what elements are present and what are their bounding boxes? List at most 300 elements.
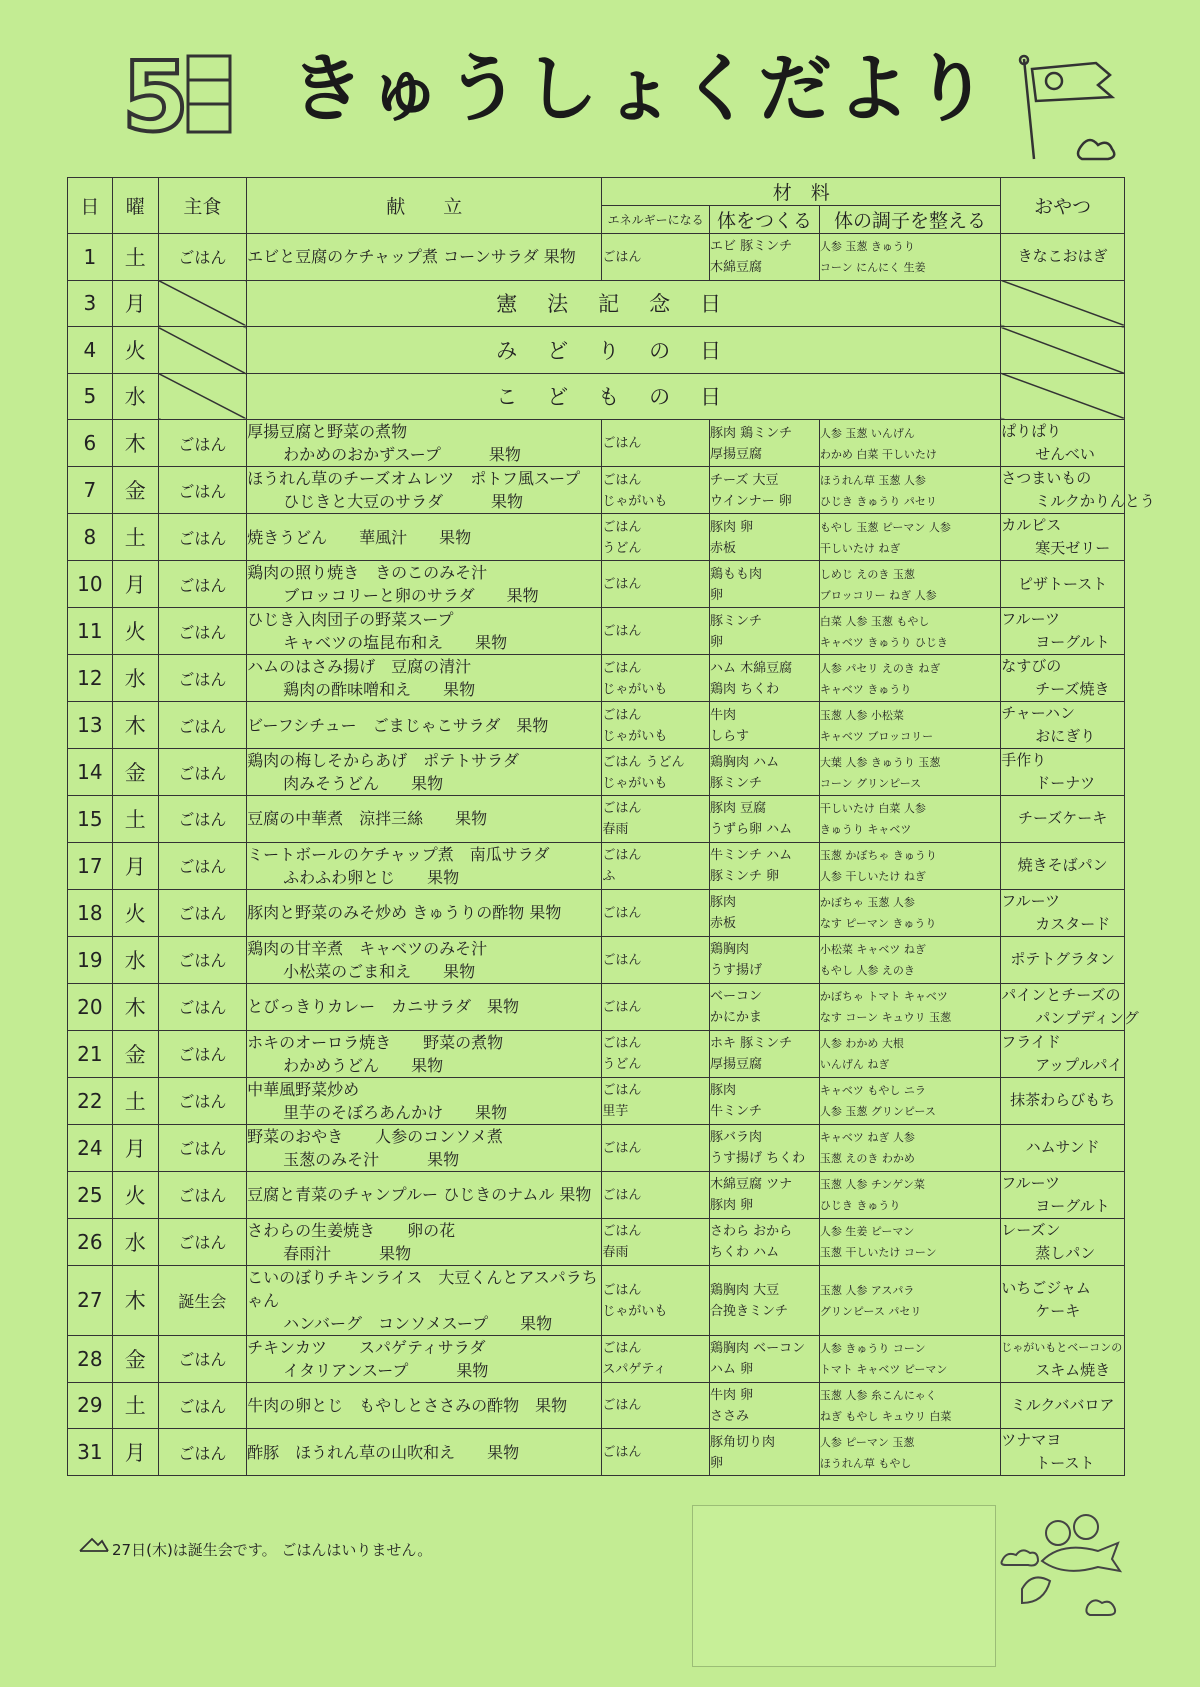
ingredient-line: ねぎ もやし キュウリ 白菜 [819, 1409, 952, 1423]
menu-cell [247, 1077, 602, 1124]
ingredient-line: 人参 玉葱 いんげん [819, 426, 915, 440]
ingredient-line: 人参 パセリ えのき ねぎ [819, 661, 941, 675]
table-row [68, 1124, 1125, 1171]
body-cell [710, 561, 820, 608]
body-header: 体をつくる [710, 206, 820, 234]
ingredient-line: ごはん [602, 707, 642, 723]
weekday-cell: 土 [112, 796, 158, 843]
body-cell [710, 1335, 820, 1382]
ingredient-line: 牛ミンチ [710, 1104, 763, 1119]
condition-cell [819, 1218, 1000, 1265]
snack-cell [1001, 983, 1139, 1030]
body-cell [710, 655, 820, 702]
ingredient-line: 玉葱 干しいたけ コーン [819, 1246, 937, 1259]
day-cell: 28 [68, 1335, 113, 1382]
menu-cell [247, 749, 602, 796]
snack-cell [1001, 514, 1125, 561]
ingredient-line: きゅうり キャベツ [819, 823, 912, 837]
menu-line: ハムのはさみ揚げ 豆腐の清汁 [247, 657, 472, 676]
menu-cell [247, 1218, 602, 1265]
menu-cell [247, 702, 602, 749]
ingredient-line: 豚ミンチ 卵 [710, 869, 780, 884]
ingredient-line: 人参 干しいたけ ねぎ [819, 870, 926, 883]
day-cell: 1 [68, 234, 113, 281]
ingredient-line: 干しいたけ 白菜 人参 [819, 802, 926, 816]
menu-line: ブロッコリーと卵のサラダ 果物 [283, 586, 539, 605]
ingredient-line: 豚肉 卵 [710, 519, 754, 535]
body-cell [710, 514, 820, 561]
menu-line: 里芋のそぼろあんかけ 果物 [283, 1102, 508, 1122]
snack-line: おにぎり [1035, 727, 1096, 745]
table-row [68, 983, 1125, 1030]
ingredient-line: ベーコン [710, 989, 763, 1004]
weekday-cell: 水 [112, 373, 158, 420]
table-row [68, 373, 1125, 420]
staple-cell: ごはん [158, 796, 247, 843]
ingredient-line: じゃがいも [602, 681, 668, 697]
menu-table-body [68, 234, 1155, 1476]
ingredient-line: グリンピース パセリ [819, 1304, 922, 1318]
condition-cell [819, 1077, 1000, 1124]
snack-cell [1001, 1218, 1125, 1265]
snack-line: 蒸しパン [1035, 1243, 1096, 1262]
ingredient-line: キャベツ ブロッコリー [819, 729, 934, 743]
menu-line: ハンバーグ コンソメスープ 果物 [283, 1313, 553, 1333]
weekday-cell: 水 [112, 655, 158, 702]
snack-line: ぱりぱり [1001, 422, 1062, 440]
menu-cell [247, 1335, 602, 1382]
table-row [68, 889, 1125, 936]
body-cell [710, 1429, 820, 1476]
menu-line: キャベツの塩昆布和え 果物 [283, 633, 508, 652]
ingredient-line: ごはん [602, 1341, 642, 1356]
menu-line: 厚揚豆腐と野菜の煮物 [247, 422, 408, 441]
snack-cell [1001, 1124, 1125, 1171]
staple-cell: ごはん [158, 234, 247, 281]
ingredient-line: さわら おから [710, 1224, 793, 1239]
body-cell [710, 1265, 820, 1335]
staple-cell: ごはん [158, 1335, 247, 1382]
snack-line: スキム焼き [1035, 1360, 1111, 1379]
month-badge-icon [120, 41, 250, 153]
menu-line: チキンカツ スパゲティサラダ [247, 1337, 486, 1357]
snack-line: ポテトグラタン [1010, 950, 1115, 968]
energy-cell [602, 983, 710, 1030]
menu-line: 鶏肉の梅しそからあげ ポテトサラダ [247, 751, 519, 770]
ingredient-line: 厚揚豆腐 [710, 446, 763, 462]
snack-cell [1001, 1429, 1125, 1476]
energy-cell [602, 561, 710, 608]
body-cell [710, 889, 820, 936]
ingredient-line: ひじき きゅうり [819, 1199, 901, 1212]
ingredient-line: 白菜 人参 玉葱 もやし [819, 614, 930, 628]
ingredient-line: じゃがいも [602, 728, 668, 744]
energy-cell [602, 234, 710, 281]
weekday-cell: 月 [112, 1124, 158, 1171]
snack-cell [1001, 467, 1155, 514]
weekday-cell: 木 [112, 420, 158, 467]
condition-cell [819, 420, 1000, 467]
snack-line: せんべい [1035, 445, 1095, 463]
menu-cell [247, 796, 602, 843]
table-row [68, 655, 1125, 702]
weekday-cell: 火 [112, 889, 158, 936]
day-cell: 29 [68, 1382, 113, 1429]
menu-line: ひじき入肉団子の野菜スープ [247, 610, 454, 629]
holiday-label: みどりの日 [247, 327, 1001, 374]
menu-cell [247, 1124, 602, 1171]
ingredient-line: ウインナー 卵 [710, 493, 792, 509]
day-cell: 5 [68, 373, 113, 420]
condition-cell [819, 234, 1000, 281]
snack-cell [1001, 1382, 1125, 1429]
day-cell: 20 [68, 983, 113, 1030]
ingredient-line: キャベツ きゅうり [819, 682, 912, 696]
menu-line: 中華風野菜炒め [247, 1079, 360, 1099]
energy-cell [602, 608, 710, 655]
menu-line: ビーフシチュー ごまじゃこサラダ 果物 [247, 715, 549, 735]
staple-cell: ごはん [158, 1030, 247, 1077]
ingredient-line: ホキ 豚ミンチ [710, 1036, 793, 1051]
weekday-cell: 火 [112, 1171, 158, 1218]
ingredient-line: 木綿豆腐 [710, 260, 763, 276]
table-row [68, 280, 1125, 327]
ingredient-line: コーン グリンピース [819, 776, 922, 790]
energy-cell [602, 420, 710, 467]
snack-line: ハムサンド [1025, 1138, 1100, 1156]
body-cell [710, 420, 820, 467]
snack-line: チーズケーキ [1017, 809, 1108, 828]
day-cell: 17 [68, 842, 113, 889]
header-row [68, 178, 1125, 206]
table-row [68, 608, 1125, 655]
menu-cell [247, 467, 602, 514]
snack-line: カルピス [1001, 516, 1062, 534]
menu-header: 献 立 [247, 178, 602, 234]
ingredient-line: 卵 [710, 587, 724, 603]
snack-line: ミルクババロア [1010, 1395, 1115, 1414]
table-row [68, 1171, 1125, 1218]
staple-cell: ごはん [158, 514, 247, 561]
energy-cell [602, 889, 710, 936]
ingredient-line: 玉葱 えのき わかめ [819, 1152, 915, 1165]
table-row [68, 1030, 1125, 1077]
weekday-cell: 月 [112, 561, 158, 608]
ingredient-line: 木綿豆腐 ツナ [710, 1177, 793, 1192]
snack-cell [1001, 1335, 1125, 1382]
menu-line: ひじきと大豆のサラダ 果物 [283, 492, 523, 511]
ingredient-line: ごはん [602, 952, 642, 968]
energy-header: エネルギーになる [602, 206, 710, 234]
ingredient-line: 卵 [710, 1455, 724, 1471]
ingredient-line: 春雨 [602, 822, 629, 838]
snack-cell [1001, 936, 1125, 983]
ingredient-line: うずら卵 ハム [710, 822, 793, 838]
ingredient-line: ごはん [602, 249, 642, 265]
body-cell [710, 1382, 820, 1429]
day-cell: 24 [68, 1124, 113, 1171]
body-cell [710, 936, 820, 983]
weekday-cell: 木 [112, 1265, 158, 1335]
snack-cell [1001, 842, 1125, 889]
body-cell [710, 608, 820, 655]
energy-cell [602, 936, 710, 983]
snack-cell [1001, 1077, 1125, 1124]
holiday-label: こどもの日 [247, 373, 1001, 420]
ingredient-line: 豚肉 [710, 1083, 737, 1098]
table-row [68, 420, 1125, 467]
menu-line: 小松菜のごま和え 果物 [283, 961, 476, 981]
energy-cell [602, 749, 710, 796]
staple-cell: ごはん [158, 1077, 247, 1124]
energy-cell [602, 655, 710, 702]
condition-cell [819, 702, 1000, 749]
body-cell [710, 1124, 820, 1171]
ingredient-line: 豚バラ肉 [710, 1130, 763, 1145]
condition-cell [819, 1429, 1000, 1476]
ingredient-line: ごはん [602, 999, 642, 1015]
snack-cell [1001, 608, 1125, 655]
snack-line: 焼きそばパン [1017, 856, 1108, 874]
ingredient-line: 玉葱 人参 チンゲン菜 [819, 1178, 925, 1191]
weekday-header: 曜 [112, 178, 158, 234]
ingredient-line: もやし 人参 えのき [819, 964, 915, 977]
table-row [68, 936, 1125, 983]
ingredient-line: 厚揚豆腐 [710, 1057, 763, 1072]
condition-cell [819, 796, 1000, 843]
ingredient-line: 豚ミンチ [710, 613, 763, 629]
ingredient-line: ささみ [710, 1408, 750, 1424]
ingredient-line: かぼちゃ 玉葱 人参 [819, 896, 915, 909]
ingredient-line: コーン にんにく 生姜 [819, 261, 926, 275]
menu-cell [247, 1171, 602, 1218]
table-row [68, 702, 1125, 749]
staple-cell: ごはん [158, 655, 247, 702]
snack-line: パンプディング [1035, 1008, 1139, 1027]
page-header [0, 0, 1200, 170]
condition-cell [819, 936, 1000, 983]
ingredient-line: スパゲティ [602, 1362, 667, 1377]
ingredient-line: ふ [602, 869, 616, 884]
menu-line: 豚肉と野菜のみそ炒め きゅうりの酢物 果物 [247, 903, 562, 922]
weekday-cell: 火 [112, 327, 158, 374]
day-cell: 26 [68, 1218, 113, 1265]
menu-cell [247, 561, 602, 608]
menu-line: 豆腐の中華煮 涼拌三絲 果物 [247, 809, 488, 829]
snack-header: おやつ [1001, 178, 1125, 234]
ingredients-header: 材 料 [602, 178, 1001, 206]
condition-cell [819, 1265, 1000, 1335]
menu-cell [247, 1265, 602, 1335]
ingredient-line: 大葉 人参 きゅうり 玉葱 [819, 755, 941, 769]
weekday-cell: 金 [112, 1335, 158, 1382]
snack-cell [1001, 420, 1125, 467]
condition-cell [819, 608, 1000, 655]
weekday-cell: 月 [112, 842, 158, 889]
ingredient-line: 干しいたけ ねぎ [819, 541, 901, 555]
body-cell [710, 234, 820, 281]
snack-line: 抹茶わらびもち [1010, 1091, 1116, 1109]
weekday-cell: 水 [112, 1218, 158, 1265]
staple-cell: ごはん [158, 1429, 247, 1476]
menu-cell [247, 234, 602, 281]
ingredient-line: ごはん [602, 519, 642, 535]
ingredient-line: ごはん [602, 1140, 642, 1156]
menu-cell [247, 1429, 602, 1476]
condition-cell [819, 655, 1000, 702]
table-row [68, 234, 1125, 281]
energy-cell [602, 1265, 710, 1335]
day-cell: 11 [68, 608, 113, 655]
energy-cell [602, 796, 710, 843]
staple-cell: 誕生会 [158, 1265, 247, 1335]
ingredient-line: うどん [602, 1057, 642, 1072]
ingredient-line: 玉葱 人参 アスパラ [819, 1283, 915, 1297]
body-cell [710, 983, 820, 1030]
menu-cell [247, 983, 602, 1030]
table-row [68, 842, 1125, 889]
snack-cell [1001, 889, 1125, 936]
staple-cell: ごはん [158, 702, 247, 749]
snack-cell [1001, 1171, 1125, 1218]
snack-line: さつまいもの [1001, 469, 1092, 487]
table-row [68, 1077, 1125, 1124]
staple-cell: ごはん [158, 420, 247, 467]
snack-cell [1001, 796, 1125, 843]
energy-cell [602, 1382, 710, 1429]
weekday-cell: 水 [112, 936, 158, 983]
energy-cell [602, 1335, 710, 1382]
snack-cell [1001, 655, 1125, 702]
snack-line: 寒天ゼリー [1035, 539, 1111, 557]
menu-line: ホキのオーロラ焼き 野菜の煮物 [247, 1032, 504, 1052]
day-cell: 3 [68, 280, 113, 327]
ingredient-line: かにかま [710, 1010, 763, 1025]
ingredient-line: ごはん [602, 801, 642, 817]
snack-line: フルーツ [1001, 1173, 1061, 1192]
table-row [68, 514, 1125, 561]
ingredient-line: エビ 豚ミンチ [710, 239, 793, 255]
energy-cell [602, 842, 710, 889]
menu-line: 鶏肉の照り焼き きのこのみそ汁 [247, 563, 488, 582]
ingredient-line: 鶏肉 ちくわ [710, 681, 780, 697]
menu-line: 玉葱のみそ汁 果物 [283, 1149, 460, 1169]
ingredient-line: キャベツ もやし ニラ [819, 1084, 926, 1097]
condition-cell [819, 842, 1000, 889]
snack-cell [1001, 1030, 1125, 1077]
ingredient-line: 鶏胸肉 ベーコン [710, 1341, 806, 1356]
condition-cell [819, 467, 1000, 514]
condition-cell [819, 1382, 1000, 1429]
snack-cell [1001, 702, 1125, 749]
ingredient-line: ひじき きゅうり パセリ [819, 494, 937, 508]
ingredient-line: ハム 木綿豆腐 [710, 660, 793, 676]
body-cell [710, 749, 820, 796]
table-row [68, 749, 1125, 796]
menu-line: 焼きうどん 華風汁 果物 [247, 527, 472, 547]
table-row [68, 1218, 1125, 1265]
body-cell [710, 1030, 820, 1077]
snack-line: フルーツ [1001, 610, 1061, 628]
weekday-cell: 土 [112, 234, 158, 281]
ingredient-line: 鶏胸肉 大豆 [710, 1282, 780, 1298]
ingredient-line: キャベツ きゅうり ひじき [819, 635, 948, 649]
snack-line: ツナマヨ [1001, 1431, 1062, 1449]
svg-text:5: 5 [122, 41, 189, 153]
ingredient-line: 牛ミンチ ハム [710, 848, 793, 863]
ingredient-line: わかめ 白菜 干しいたけ [819, 447, 937, 461]
ingredient-line: なす ピーマン きゅうり [819, 917, 937, 930]
ingredient-line: 玉葱 かぼちゃ きゅうり [819, 849, 937, 862]
condition-header: 体の調子を整える [819, 206, 1000, 234]
snack-line: レーズン [1001, 1220, 1061, 1239]
snack-cell [1001, 1265, 1125, 1335]
menu-line: とびっきりカレー カニサラダ 果物 [247, 997, 519, 1016]
weekday-cell: 月 [112, 280, 158, 327]
ingredient-line: じゃがいも [602, 493, 668, 509]
condition-cell [819, 1335, 1000, 1382]
table-row [68, 1429, 1125, 1476]
body-cell [710, 1171, 820, 1218]
energy-cell [602, 1171, 710, 1218]
ingredient-line: 春雨 [602, 1245, 629, 1260]
ingredient-line: キャベツ ねぎ 人参 [819, 1131, 915, 1144]
staple-cell: ごはん [158, 1382, 247, 1429]
ingredient-line: しめじ えのき 玉葱 [819, 567, 915, 581]
staple-cell-empty [158, 373, 247, 420]
ingredient-line: ごはん [602, 1445, 642, 1460]
ingredient-line: ごはん [602, 1224, 642, 1239]
condition-cell [819, 983, 1000, 1030]
menu-line: こいのぼりチキンライス 大豆くんとアスパラちゃん [247, 1267, 598, 1310]
weekday-cell: 木 [112, 702, 158, 749]
weekday-cell: 木 [112, 983, 158, 1030]
menu-line: わかめのおかずスープ 果物 [283, 445, 521, 464]
ingredient-line: 豚肉 鶏ミンチ [710, 425, 793, 441]
ingredient-line: ブロッコリー ねぎ 人参 [819, 588, 937, 602]
note-mountain-icon [78, 1533, 110, 1555]
menu-line: 酢豚 ほうれん草の山吹和え 果物 [247, 1442, 520, 1462]
ingredient-line: 牛肉 [710, 707, 737, 723]
staple-cell: ごはん [158, 561, 247, 608]
ingredient-line: ほうれん草 もやし [819, 1456, 912, 1470]
children-on-carp-icon [998, 1505, 1128, 1625]
day-cell: 22 [68, 1077, 113, 1124]
staple-cell: ごはん [158, 842, 247, 889]
menu-line: ふわふわ卵とじ 果物 [283, 867, 460, 887]
ingredient-line: ほうれん草 玉葱 人参 [819, 473, 926, 487]
snack-cell-empty [1001, 327, 1125, 374]
menu-cell [247, 1382, 602, 1429]
snack-line: ミルクかりんとう [1035, 492, 1155, 510]
holiday-label: 憲法記念日 [247, 280, 1001, 327]
ingredient-line: ごはん [602, 905, 642, 921]
menu-line: イタリアンスープ 果物 [283, 1360, 489, 1380]
day-cell: 7 [68, 467, 113, 514]
day-cell: 19 [68, 936, 113, 983]
ingredient-line: 鶏胸肉 [710, 942, 750, 957]
day-cell: 13 [68, 702, 113, 749]
ingredient-line: 玉葱 人参 糸こんにゃく [819, 1388, 937, 1402]
ingredient-line: うす揚げ [710, 963, 763, 978]
day-cell: 4 [68, 327, 113, 374]
snack-cell [1001, 749, 1125, 796]
ingredient-line: ごはん [602, 1036, 642, 1051]
menu-line: ほうれん草のチーズオムレツ ポトフ風スープ [247, 469, 581, 488]
day-cell: 14 [68, 749, 113, 796]
snack-line: ケーキ [1035, 1302, 1081, 1320]
staple-cell: ごはん [158, 749, 247, 796]
